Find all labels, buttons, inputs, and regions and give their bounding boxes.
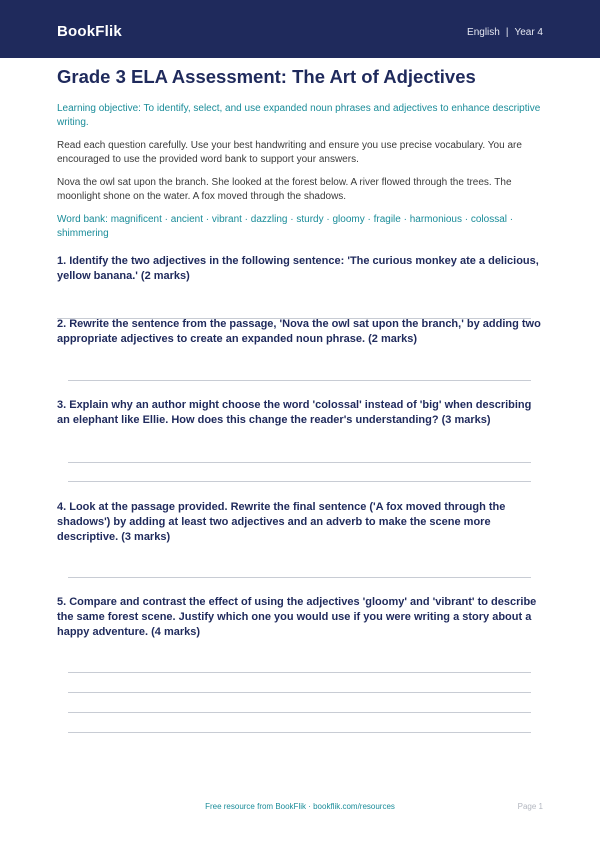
answer-line[interactable] — [68, 712, 531, 713]
question-1: 1. Identify the two adjectives in the following sentence: 'The curious monkey ate a delicious, yellow banana.' (2 marks) — [57, 255, 539, 282]
learning-objective: Learning objective: To identify, select, and use expanded noun phrases and adjectives to enhance descriptive writing. — [57, 103, 541, 128]
word-bank: Word bank: magnificent · ancient · vibrant · dazzling · sturdy · gloomy · fragile · harmonious · colossal · shimmering — [57, 214, 514, 239]
question-5: 5. Compare and contrast the effect of using the adjectives 'gloomy' and 'vibrant' to describe the same forest scene. Justify which one you would use if you were writing a story about a happy adventure. (4 marks) — [57, 596, 537, 638]
year-label: Year 4 — [514, 27, 543, 38]
page-number: Page 1 — [517, 802, 543, 811]
answer-line[interactable] — [68, 380, 531, 381]
header-meta — [467, 27, 543, 38]
footer-source-link[interactable]: Free resource from BookFlik · bookflik.com/resources — [205, 802, 395, 811]
answer-line[interactable] — [68, 732, 531, 733]
question-2: 2. Rewrite the sentence from the passage, 'Nova the owl sat upon the branch,' by adding two appropriate adjectives to create an expanded noun phrase. (2 marks) — [57, 318, 541, 345]
answer-line[interactable] — [68, 577, 531, 578]
subject-label: English — [467, 27, 500, 38]
header-bar — [0, 0, 600, 58]
page-title: Grade 3 ELA Assessment: The Art of Adjectives — [57, 66, 476, 87]
answer-line[interactable] — [68, 481, 531, 482]
instructions-text: Read each question carefully. Use your best handwriting and ensure you use precise vocabulary. You are encouraged to use the provided word bank to support your answers. — [57, 140, 522, 165]
question-4: 4. Look at the passage provided. Rewrite the final sentence ('A fox moved through the shadows') by adding at least two adjectives and an adverb to make the scene more descriptive. (3 marks) — [57, 501, 506, 543]
header-separator: | — [505, 27, 509, 38]
question-3: 3. Explain why an author might choose the word 'colossal' instead of 'big' when describing an elephant like Ellie. How does this change the reader's understanding? (3 marks) — [57, 399, 532, 426]
answer-line[interactable] — [68, 672, 531, 673]
intro-section — [57, 64, 543, 241]
answer-line[interactable] — [68, 692, 531, 693]
brand-logo-text[interactable]: BookFlik — [57, 23, 122, 40]
passage-text: Nova the owl sat upon the branch. She looked at the forest below. A river flowed through the trees. The moonlight shone on the water. A fox moved through the shadows. — [57, 177, 512, 202]
answer-line[interactable] — [68, 462, 531, 463]
